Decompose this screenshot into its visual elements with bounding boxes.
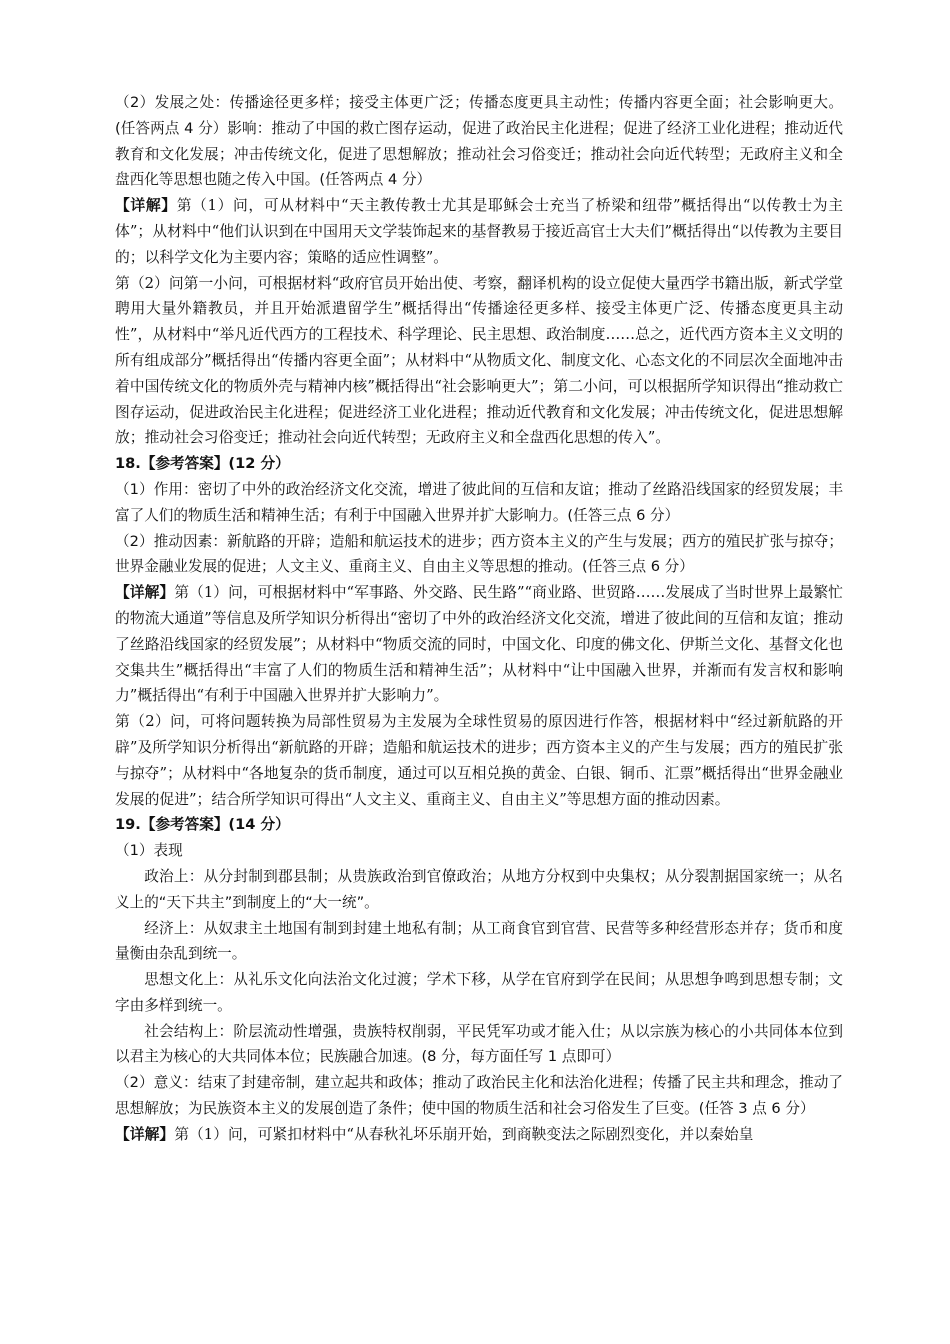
q18-detail-2: 第（2）问，可将问题转换为局部性贸易为主发展为全球性贸易的原因进行作答，根据材料中“经过新航路的开辟”及所学知识分析得出“新航路的开辟；造船和航运技术的进步；西方资本主义的产生与发展；西方的殖民扩张与掠夺”；从材料中“各地复杂的货币制度，通过可以互相兑换的黄金、白银、铜币、汇票”概括得出“世界金融业发展的促进”；结合所学知识可得出“人文主义、重商主义、自由主义”等思想方面的推动因素。 xyxy=(115,713,843,808)
q18-detail-1 xyxy=(115,580,843,709)
q19-culture: 思想文化上：从礼乐文化向法治文化过渡；学术下移，从学在官府到学在民间；从思想争鸣到思想专制；文字由多样到统一。 xyxy=(115,971,843,1014)
q19-society: 社会结构上：阶层流动性增强，贵族特权削弱，平民凭军功或才能入仕；从以宗族为核心的小共同体本位到以君主为核心的大共同体本位；民族融合加速。(8 分，每方面任写 1 点即可） xyxy=(115,1022,843,1066)
detail-text: 第（1）问，可紧扣材料中“从春秋礼坏乐崩开始，到商鞅变法之际剧烈变化，并以秦始皇 xyxy=(174,1125,754,1143)
q18-part2: （2）推动因素：新航路的开辟；造船和航运技术的进步；西方资本主义的产生与发展；西方的殖民扩张与掠夺；世界金融业发展的促进；人文主义、重商主义、自由主义等思想的推动。(任答三点 6 分） xyxy=(115,532,843,576)
detail-tag: 【详解】 xyxy=(115,584,175,602)
detail-text: 第（1）问，可根据材料中“军事路、外交路、民生路”“商业路、世贸路……发展成了当时世界上最繁忙的物流大通道”等信息及所学知识分析得出“密切了中外的政治经济文化交流，增进了彼此间的互信和友谊；推动了丝路沿线国家的经贸发展”；从材料中“物质交流的同时，中国文化、印度的佛文化、伊斯兰文化、基督文化也交集共生”概括得出“丰富了人们的物质生活和精神生活”；从材料中“让中国融入世界，并渐而有发言权和影响力”概括得出“有利于中国融入世界并扩大影响力”。 xyxy=(115,584,843,705)
detail-tag: 【详解】 xyxy=(115,1125,175,1143)
q19-economy: 经济上：从奴隶主土地国有制到封建土地私有制；从工商食官到官营、民营等多种经营形态并存；货币和度量衡由杂乱到统一。 xyxy=(115,919,843,963)
q18-heading: 18.【参考答案】(12 分） xyxy=(115,455,290,473)
q19-part1-title: （1）表现 xyxy=(115,842,183,860)
q17-part2-answer: （2）发展之处：传播途径更多样；接受主体更广泛；传播态度更具主动性；传播内容更全面；社会影响更大。(任答两点 4 分）影响：推动了中国的救亡图存运动，促进了政治民主化进程；促进了经济工业化进程；推动近代教育和文化发展；冲击传统文化，促进了思想解放；推动社会习俗变迁；推动社会向近代转型；无政府主义和全盘西化等思想也随之传入中国。(任答两点 4 分） xyxy=(115,94,843,189)
q18-part1: （1）作用：密切了中外的政治经济文化交流，增进了彼此间的互信和友谊；推动了丝路沿线国家的经贸发展；丰富了人们的物质生活和精神生活；有利于中国融入世界并扩大影响力。(任答三点 6 分） xyxy=(115,480,843,524)
q17-detail-2: 第（2）问第一小问，可根据材料“政府官员开始出使、考察，翻译机构的设立促使大量西学书籍出版，新式学堂聘用大量外籍教员，并且开始派遣留学生”概括得出“传播途径更多样、接受主体更广泛、传播态度更具主动性”，从材料中“举凡近代西方的工程技术、科学理论、民主思想、政治制度……总之，近代西方资本主义文明的所有组成部分”概括得出“传播内容更全面”；从材料中“从物质文化、制度文化、心态文化的不同层次全面地冲击着中国传统文化的物质外壳与精神内核”概括得出“社会影响更大”；第二小问，可以根据所学知识得出“推动救亡图存运动，促进政治民主化进程；促进经济工业化进程；推动近代教育和文化发展；冲击传统文化，促进思想解放；推动社会习俗变迁；推动社会向近代转型；无政府主义和全盘西化思想的传入”。 xyxy=(115,274,843,447)
document-page xyxy=(115,90,843,1148)
detail-text: 第（1）问，可从材料中“天主教传教士尤其是耶稣会士充当了桥梁和纽带”概括得出“以传教士为主体”；从材料中“他们认识到在中国用天文学装饰起来的基督教易于接近高官士大夫们”概括得出“以传教为主要目的；以科学文化为主要内容；策略的适应性调整”。 xyxy=(115,197,843,266)
q19-detail-1 xyxy=(115,1122,843,1148)
q19-heading: 19.【参考答案】(14 分） xyxy=(115,816,290,834)
q19-politics: 政治上：从分封制到郡县制；从贵族政治到官僚政治；从地方分权到中央集权；从分裂割据国家统一；从名义上的“天下共主”到制度上的“大一统”。 xyxy=(115,867,843,911)
q17-detail-1 xyxy=(115,193,843,270)
q19-part2: （2）意义：结束了封建帝制，建立起共和政体；推动了政治民主化和法治化进程；传播了民主共和理念，推动了思想解放；为民族资本主义的发展创造了条件；使中国的物质生活和社会习俗发生了巨变。(任答 3 点 6 分） xyxy=(115,1074,843,1118)
detail-tag: 【详解】 xyxy=(115,197,177,215)
